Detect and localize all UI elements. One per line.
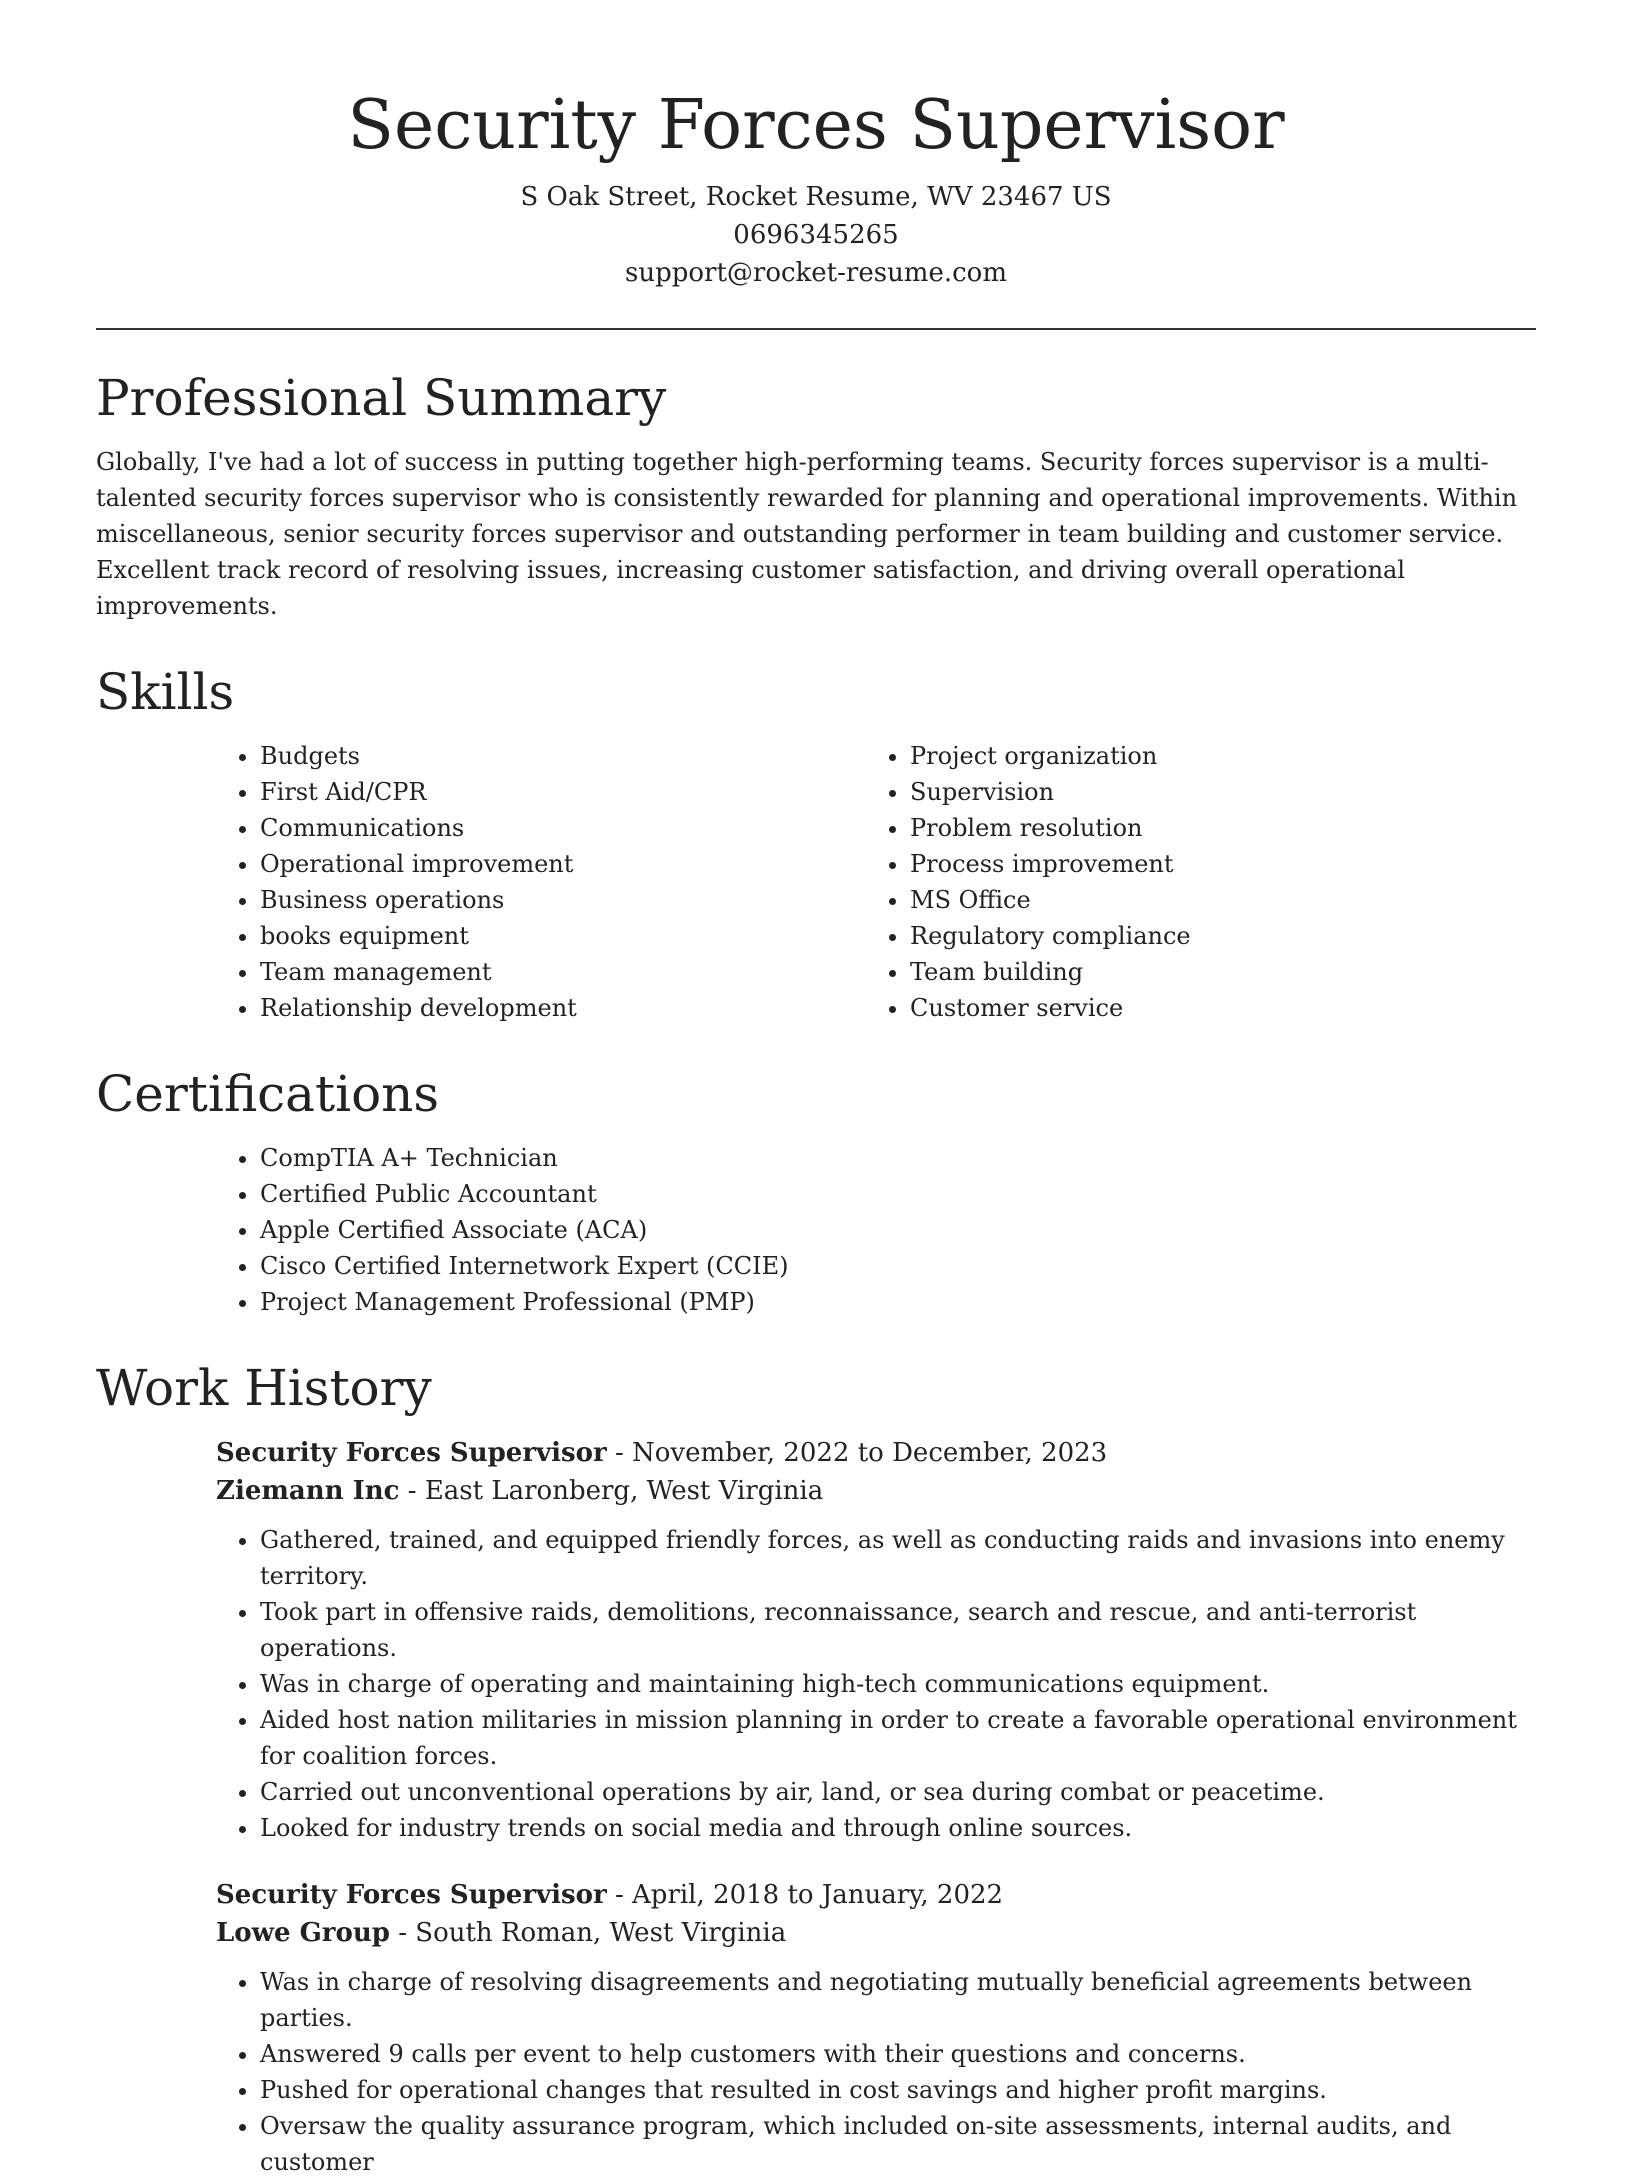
address: S Oak Street, Rocket Resume, WV 23467 US <box>520 182 1112 212</box>
job-dates: - April, 2018 to January, 2022 <box>606 1880 1004 1910</box>
job-duty-item: • Looked for industry trends on social media and through online sources. <box>260 1810 1536 1846</box>
resume-page <box>96 0 1536 2180</box>
certification-item: • Apple Certified Associate (ACA) <box>260 1212 1536 1248</box>
job-duty-item: • Took part in offensive raids, demolitions, reconnaissance, search and rescue, and anti-terrorist operations. <box>260 1594 1536 1666</box>
skill-item: • Relationship development <box>260 990 866 1026</box>
certifications-list <box>216 1140 1536 1320</box>
job-entry <box>216 1434 1536 1846</box>
skill-item: • Business operations <box>260 882 866 918</box>
summary-section <box>96 370 1536 624</box>
skill-item: • Project organization <box>910 738 1516 774</box>
skill-item: • Customer service <box>910 990 1516 1026</box>
skills-column-right <box>866 738 1516 1026</box>
skill-item: • Process improvement <box>910 846 1516 882</box>
skill-item: • Team management <box>260 954 866 990</box>
skills-list-right <box>866 738 1516 1026</box>
skill-item: • Team building <box>910 954 1516 990</box>
skill-item: • Budgets <box>260 738 866 774</box>
job-entry <box>216 1876 1536 2180</box>
certifications-title: Certifications <box>96 1065 440 1123</box>
job-duty-item: • Gathered, trained, and equipped friendly forces, as well as conducting raids and invasions into enemy territory. <box>260 1522 1536 1594</box>
certification-item: • Certified Public Accountant <box>260 1176 1536 1212</box>
summary-text: Globally, I've had a lot of success in putting together high-performing teams. Security forces supervisor is a multi-talented security forces supervisor who is consistently rewarded for planning and operational improvements. Within miscellaneous, senior security forces supervisor and outstanding performer in team building and customer service. Excellent track record of resolving issues, increasing customer satisfaction, and driving overall operational improvements. <box>96 448 1518 620</box>
skill-item: • MS Office <box>910 882 1516 918</box>
job-dates: - November, 2022 to December, 2023 <box>606 1438 1108 1468</box>
skill-item: • Regulatory compliance <box>910 918 1516 954</box>
skills-grid <box>216 738 1536 1026</box>
job-duty-item: • Oversaw the quality assurance program, which included on-site assessments, internal audits, and customer <box>260 2108 1536 2180</box>
certifications-wrapper <box>216 1140 1536 1320</box>
skill-item: • books equipment <box>260 918 866 954</box>
certification-item: • CompTIA A+ Technician <box>260 1140 1536 1176</box>
skills-list-left <box>216 738 866 1026</box>
job-title-line <box>216 1876 1536 1914</box>
job-company-line <box>216 1472 1536 1510</box>
job-company: Lowe Group <box>216 1918 390 1948</box>
certification-item: • Project Management Professional (PMP) <box>260 1284 1536 1320</box>
job-duty-item: • Pushed for operational changes that resulted in cost savings and higher profit margins. <box>260 2072 1536 2108</box>
job-title-line <box>216 1434 1536 1472</box>
skill-item: • First Aid/CPR <box>260 774 866 810</box>
skills-title: Skills <box>96 663 235 721</box>
job-company: Ziemann Inc <box>216 1476 400 1506</box>
job-location: - East Laronberg, West Virginia <box>399 1476 824 1506</box>
job-duty-item: • Carried out unconventional operations by air, land, or sea during combat or peacetime. <box>260 1774 1536 1810</box>
job-company-line <box>216 1914 1536 1952</box>
job-location: - South Roman, West Virginia <box>389 1918 787 1948</box>
skill-item: • Problem resolution <box>910 810 1516 846</box>
job-duties-list <box>216 1964 1536 2180</box>
skill-item: • Communications <box>260 810 866 846</box>
job-duties-list <box>216 1522 1536 1846</box>
summary-title: Professional Summary <box>96 369 667 427</box>
skills-section <box>96 664 1536 1026</box>
skills-column-left <box>216 738 866 1026</box>
jobs-list <box>96 1434 1536 2180</box>
email-address: support@rocket-resume.com <box>624 258 1007 288</box>
work-history-title: Work History <box>96 1359 432 1417</box>
job-duty-item: • Aided host nation militaries in mission planning in order to create a favorable operational environment for coalition forces. <box>260 1702 1536 1774</box>
job-duty-item: • Answered 9 calls per event to help customers with their questions and concerns. <box>260 2036 1536 2072</box>
header-divider <box>96 328 1536 330</box>
work-history-section <box>96 1360 1536 2180</box>
job-role: Security Forces Supervisor <box>216 1438 607 1468</box>
resume-header <box>96 0 1536 292</box>
job-duty-item: • Was in charge of operating and maintaining high-tech communications equipment. <box>260 1666 1536 1702</box>
skill-item: • Operational improvement <box>260 846 866 882</box>
job-duty-item: • Was in charge of resolving disagreements and negotiating mutually beneficial agreements between parties. <box>260 1964 1536 2036</box>
contact-info <box>96 178 1536 292</box>
certifications-section <box>96 1066 1536 1320</box>
phone-number: 0696345265 <box>733 220 899 250</box>
candidate-name: Security Forces Supervisor <box>347 86 1285 165</box>
job-role: Security Forces Supervisor <box>216 1880 607 1910</box>
certification-item: • Cisco Certified Internetwork Expert (CCIE) <box>260 1248 1536 1284</box>
skill-item: • Supervision <box>910 774 1516 810</box>
